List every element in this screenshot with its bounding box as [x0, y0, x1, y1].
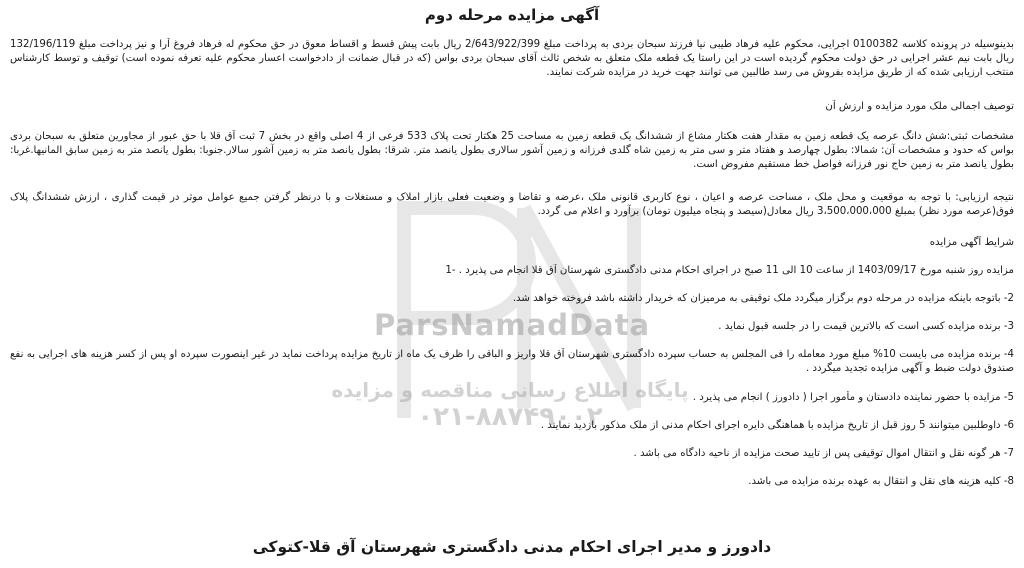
condition-item-1: مزایده روز شنبه مورخ 1403/09/17 از ساعت 10 الی 11 صبح در اجرای احکام مدنی دادگستری شهرستان آق قلا انجام می پذیرد . -1 [445, 265, 1014, 276]
notice-title: آگهی مزایده مرحله دوم [424, 6, 600, 24]
condition-item-2: 2- باتوجه باینکه مزایده در مرحله دوم برگزار میگردد ملک توقیفی به مرمیزان که خریدار داشته باشد فروخته خواهد شد. [512, 293, 1014, 304]
watermark-phone: ۰۲۱-۸۸۷۴۹۰۰۲ [417, 402, 603, 432]
signature-line: دادورز و مدیر اجرای احکام مدنی دادگستری شهرستان آق قلا-کتوکی [252, 538, 772, 556]
conditions-heading: شرایط آگهی مزایده [929, 237, 1014, 248]
registration-specs: مشخصات ثبتی:شش دانگ عرصه یک قطعه زمین به مقدار هفت هکتار مشاع از ششدانگ یک قطعه زمین به مساحت 25 هکتار تحت پلاک 533 فرعی از 4 اصلی واقع در بخش 7 ثبت آق قلا با حق عبور از مجاورین متعلق به سبحان بردی بواس که حدود و مشخصات آن: شمالا: بطول چهارصد و هفتاد متر و سی متر به زمین شاه گلدی فرزانه و زمین آشور سالاری بطول یانصد متر. شرقا: بطول یانصد متر به زمین آشور سالار.جنوبا: بطول یانصد متر به زمین سابق المانیها.غربا: بطول یانصد متر به زمین حاج نور فرزانه فواصل خط مستقیم مفروض است. [10, 131, 1014, 170]
intro-paragraph: بدینوسیله در پرونده کلاسه 0100382 اجرایی، محکوم علیه فرهاد طیبی نیا فرزند سبحان بردی به پرداخت مبلغ 2/643/922/399 ریال بابت پیش قسط و اقساط معوق در حق محکوم له فرهاد فروغ آرا و نیز پرداخت مبلغ 132/196/119 ریال بابت نیم عشر اجرایی در حق دولت محکوم گردیده است در این راستا یک قطعه ملک متعلق به شخص ثالث آقای سبحان بردی بواس (که در قبال ضمانت از دادخواست اعسار محکوم علیه تعرفه نموده است) توقیف و توسط کارشناس منتخب ارزیابی شده که از طریق مزایده بفروش می رسد طالبین می توانند جهت خرید در مزایده شرکت نمایند. [10, 39, 1014, 78]
condition-item-3: 3- برنده مزایده کسی است که بالاترین قیمت را در جلسه قبول نماید . [718, 321, 1014, 332]
condition-item-8: 8- کلیه هزینه های نقل و انتقال به عهده برنده مزایده می باشد. [748, 476, 1014, 487]
property-heading: توصیف اجمالی ملک مورد مزایده و ارزش آن [825, 101, 1014, 112]
watermark-tagline: پایگاه اطلاع رسانی مناقصه و مزایده [331, 378, 689, 402]
watermark-brand: ParsNamadData [373, 308, 651, 342]
condition-item-7: 7- هر گونه نقل و انتقال اموال توقیفی پس از تایید صحت مزایده از ناحیه دادگاه می باشد . [633, 448, 1014, 459]
valuation-paragraph: نتیجه ارزیابی: با توجه به موقعیت و محل ملک ، مساحت عرصه و اعیان ، نوع کاربری قانونی ملک ،عرضه و تقاضا و وضعیت فعلی بازار املاک و مستغلات و با درنظر گرفتن جمیع عوامل موثر در قیمت گذاری ، ارزش ششدانگ پلاک فوق(عرصه مورد نظر) بمبلغ 3،500،000،000 ریال معادل(سیصد و پنجاه میلیون تومان) برآورد و اعلام می گردد. [10, 192, 1014, 217]
condition-item-5: 5- مزایده با حضور نماینده دادستان و مأمور اجرا ( دادورز ) انجام می پذیرد . [692, 392, 1014, 403]
condition-item-4: 4- برنده مزایده می بایست 10% مبلغ مورد معامله را فی المجلس به حساب سپرده دادگستری شهرستان آق قلا واریز و الباقی را ظرف یک ماه از تاریخ مزایده پرداخت نماید در غیر اینصورت سپرده او پس از کسر هزینه های اجرایی به نفع صندوق دولت ضبط و آگهی مزایده تجدید میگردد . [10, 349, 1014, 374]
condition-item-6: 6- داوطلبین میتوانند 5 روز قبل از تاریخ مزایده با هماهنگی دایره اجرای احکام مدنی از ملک مذکور بازدید نمایند . [540, 420, 1014, 431]
